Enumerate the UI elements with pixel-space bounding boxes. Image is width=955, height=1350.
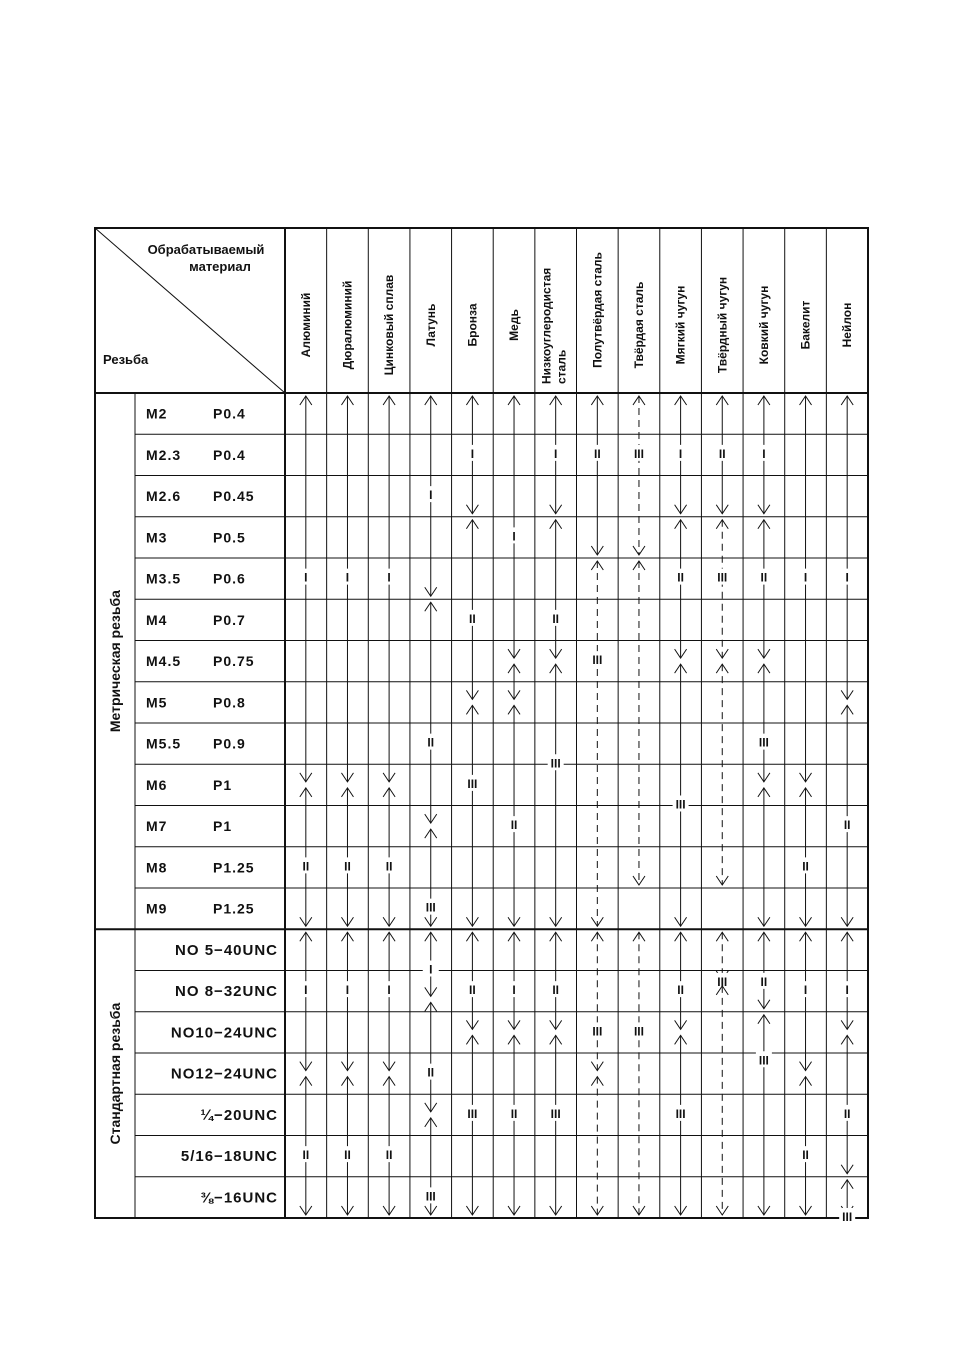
range-class-label: I bbox=[554, 446, 558, 461]
range-class-label: III bbox=[633, 446, 644, 461]
range-class-label: II bbox=[344, 859, 351, 874]
material-header: Алюминий bbox=[298, 292, 313, 358]
range-class-label: II bbox=[427, 735, 435, 750]
range-class-label: I bbox=[803, 570, 808, 585]
thread-size-label: M3.5 bbox=[146, 570, 182, 587]
corner-thread-label: Резьба bbox=[103, 352, 149, 367]
thread-size-label: M8 bbox=[146, 859, 168, 876]
range-class-label: I bbox=[470, 446, 475, 461]
thread-pitch-label: P0.45 bbox=[213, 488, 255, 505]
thread-pitch-label: P0.7 bbox=[213, 611, 246, 628]
material-header: Ковкий чугун bbox=[756, 285, 771, 365]
range-class-label: II bbox=[302, 1148, 310, 1163]
range-class-label: I bbox=[512, 529, 516, 544]
thread-size-label: M2.3 bbox=[146, 446, 182, 463]
material-header: Твёрдая сталь bbox=[631, 281, 646, 369]
range-class-label: II bbox=[302, 859, 310, 874]
range-class-label: II bbox=[677, 983, 684, 998]
thread-size-label: M2 bbox=[146, 405, 168, 422]
range-class-label: II bbox=[469, 611, 476, 626]
range-class-label: II bbox=[802, 1148, 809, 1163]
range-class-label: I bbox=[304, 983, 308, 998]
range-class-label: II bbox=[427, 1065, 435, 1080]
material-header: Полутвёрдая сталь bbox=[590, 252, 605, 368]
material-header: Низкоуглеродистая bbox=[539, 267, 554, 384]
range-class-label: II bbox=[843, 1106, 851, 1121]
thread-pitch-label: P0.8 bbox=[213, 694, 246, 711]
thread-size-label: M4 bbox=[146, 611, 168, 628]
thread-pitch-label: P0.9 bbox=[213, 735, 246, 752]
range-class-label: II bbox=[677, 570, 684, 585]
range-class-label: II bbox=[385, 859, 393, 874]
material-header: Латунь bbox=[423, 303, 438, 347]
range-class-label: I bbox=[304, 570, 308, 585]
thread-size-label: M5.5 bbox=[146, 735, 182, 752]
material-header: Бакелит bbox=[798, 300, 813, 350]
material-header: Дюралюминий bbox=[340, 280, 355, 370]
range-class-label: II bbox=[593, 446, 601, 461]
material-header-line2: сталь bbox=[554, 349, 569, 384]
range-class-label: III bbox=[425, 1189, 436, 1204]
thread-size-label: M4.5 bbox=[146, 653, 182, 670]
thread-size-label: ⅜−16UNC bbox=[200, 1189, 278, 1207]
range-class-label: II bbox=[344, 1148, 351, 1163]
thread-pitch-label: P0.75 bbox=[213, 653, 255, 670]
range-class-label: III bbox=[717, 570, 728, 585]
thread-pitch-label: P0.4 bbox=[213, 446, 246, 463]
corner-material-label-line2: материал bbox=[189, 259, 251, 274]
range-class-label: I bbox=[429, 488, 433, 503]
range-class-label: II bbox=[552, 611, 560, 626]
range-class-label: II bbox=[469, 983, 476, 998]
range-class-label: I bbox=[845, 570, 849, 585]
range-class-label: II bbox=[510, 818, 518, 833]
thread-size-label: 5/16−18UNC bbox=[180, 1148, 278, 1166]
range-class-label: I bbox=[387, 983, 391, 998]
range-class-label: III bbox=[675, 797, 686, 812]
range-class-label: II bbox=[760, 974, 768, 989]
range-class-label: III bbox=[467, 776, 478, 791]
thread-group-label: Метрическая резьба bbox=[107, 590, 123, 733]
range-class-label: II bbox=[718, 446, 726, 461]
thread-size-label: NO12−24UNC bbox=[170, 1065, 278, 1083]
material-header: Цинковый сплав bbox=[382, 274, 397, 376]
material-header: Твёрдный чугун bbox=[715, 276, 730, 374]
range-class-label: III bbox=[842, 1210, 853, 1224]
thread-pitch-label: P0.6 bbox=[213, 570, 246, 587]
range-class-label: III bbox=[758, 1053, 769, 1068]
range-class-label: III bbox=[425, 900, 436, 915]
thread-size-label: NO 8−32UNC bbox=[175, 983, 278, 1001]
range-class-label: I bbox=[512, 983, 516, 998]
range-class-label: I bbox=[845, 983, 849, 998]
thread-group-label: Стандартная резьба bbox=[107, 1002, 123, 1145]
thread-size-label: M9 bbox=[146, 900, 168, 917]
material-header: Мягкий чугун bbox=[673, 285, 688, 365]
thread-pitch-label: P1 bbox=[213, 818, 233, 835]
range-class-label: III bbox=[675, 1106, 686, 1121]
thread-size-label: ¼−20UNC bbox=[200, 1106, 278, 1124]
corner-header bbox=[95, 228, 285, 393]
range-class-label: III bbox=[550, 756, 561, 771]
range-class-label: II bbox=[510, 1106, 518, 1121]
range-class-label: III bbox=[467, 1106, 478, 1121]
range-class-label: I bbox=[678, 446, 683, 461]
thread-size-label: M3 bbox=[146, 529, 168, 546]
thread-size-label: M2.6 bbox=[146, 488, 182, 505]
thread-pitch-label: P0.5 bbox=[213, 529, 246, 546]
thread-pitch-label: P1.25 bbox=[213, 859, 255, 876]
range-class-label: I bbox=[762, 446, 766, 461]
range-class-label: III bbox=[633, 1024, 644, 1039]
range-class-label: I bbox=[345, 570, 350, 585]
range-class-label: III bbox=[592, 653, 603, 668]
thread-size-label: M6 bbox=[146, 776, 168, 793]
material-header: Бронза bbox=[465, 303, 480, 347]
range-class-label: II bbox=[760, 570, 768, 585]
corner-material-label-line1: Обрабатываемый bbox=[147, 242, 265, 257]
range-class-label: I bbox=[429, 962, 433, 977]
thread-pitch-label: P0.4 bbox=[213, 405, 246, 422]
thread-size-label: M7 bbox=[146, 818, 168, 835]
range-class-label: I bbox=[803, 983, 808, 998]
thread-size-label: NO 5−40UNC bbox=[175, 941, 278, 959]
thread-group-labels bbox=[107, 590, 123, 1145]
range-class-label: II bbox=[802, 859, 809, 874]
range-class-label: III bbox=[717, 974, 728, 989]
range-class-label: II bbox=[843, 818, 851, 833]
range-class-label: III bbox=[592, 1024, 603, 1039]
range-class-label: I bbox=[345, 983, 350, 998]
range-class-label: II bbox=[552, 983, 560, 998]
thread-size-label: M5 bbox=[146, 694, 168, 711]
range-class-label: I bbox=[387, 570, 391, 585]
range-class-label: II bbox=[385, 1148, 393, 1163]
range-class-label: III bbox=[758, 735, 769, 750]
range-class-label: III bbox=[550, 1106, 561, 1121]
material-header: Медь bbox=[507, 309, 522, 341]
thread-pitch-label: P1.25 bbox=[213, 900, 255, 917]
thread-size-label: NO10−24UNC bbox=[170, 1024, 278, 1042]
material-header: Нейлон bbox=[840, 302, 855, 348]
thread-pitch-label: P1 bbox=[213, 776, 233, 793]
